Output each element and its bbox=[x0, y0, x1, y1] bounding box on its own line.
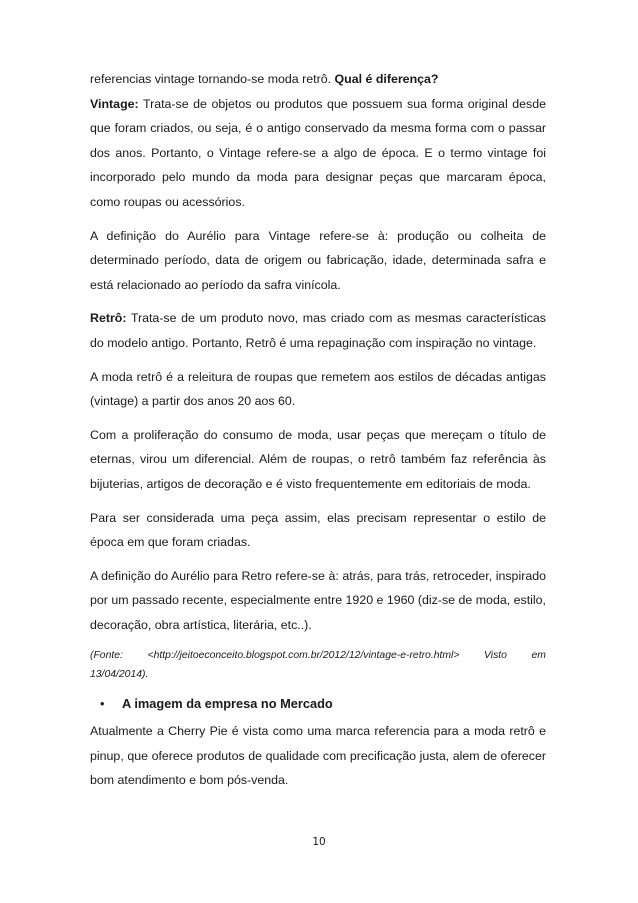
intro-text: referencias vintage tornando-se moda retrô. bbox=[90, 72, 335, 86]
retro-text: Trata-se de um produto novo, mas criado com as mesmas características do modelo antigo. Portanto, Retrô é uma repaginação com inspiração no vintage. bbox=[90, 311, 546, 350]
aurelio-retro-paragraph: A definição do Aurélio para Retro refere-se à: atrás, para trás, retroceder, inspirado por um passado recente, especialmente entre 1920 e 1960 (diz-se de moda, estilo, decoração, obra artística, literária, etc..). bbox=[90, 568, 546, 632]
source-label: (Fonte: bbox=[90, 650, 123, 662]
considerada-paragraph: Para ser considerada uma peça assim, elas precisam representar o estilo de época em que foram criadas. bbox=[90, 510, 546, 550]
aurelio-vintage-paragraph: A definição do Aurélio para Vintage refere-se à: produção ou colheita de determinado período, data de origem ou fabricação, idade, determinada safra e está relacionado ao período da safra vinícola. bbox=[90, 228, 546, 292]
source-line bbox=[90, 646, 546, 665]
retro-paragraph bbox=[90, 306, 546, 355]
vintage-paragraph bbox=[90, 92, 546, 215]
proliferacao-paragraph: Com a proliferação do consumo de moda, usar peças que mereçam o título de eternas, virou um diferencial. Além de roupas, o retrô também faz referência às bijuterias, artigos de decoração e é visto frequentemente em editoriais de moda. bbox=[90, 427, 546, 491]
intro-question: Qual é diferença? bbox=[334, 72, 439, 86]
moda-retro-paragraph: A moda retrô é a releitura de roupas que remetem aos estilos de décadas antigas (vintage) a partir dos anos 20 aos 60. bbox=[90, 369, 546, 409]
retro-term: Retrô: bbox=[90, 311, 127, 326]
section-heading bbox=[90, 692, 546, 717]
vintage-text: Trata-se de objetos ou produtos que possuem sua forma original desde que foram criados, ou seja, é o antigo conservado da mesma forma com o passar dos anos. Portanto, o Vintage refere-se a algo de época. E o termo vintage foi incorporado pelo mundo da moda para designar peças que marcaram época, como roupas ou acessórios. bbox=[90, 96, 546, 209]
vintage-term: Vintage: bbox=[90, 96, 139, 111]
empresa-paragraph: Atualmente a Cherry Pie é vista como uma marca referencia para a moda retrô e pinup, que oferece produtos de qualidade com precificação justa, alem de oferecer bom atendimento e bom pós-venda. bbox=[90, 724, 546, 788]
source-url: <http://jeitoeconceito.blogspot.com.br/2012/12/vintage-e-retro.html> bbox=[147, 650, 460, 662]
bullet-icon: • bbox=[100, 696, 105, 712]
source-em: em bbox=[531, 650, 546, 662]
source-date: 13/04/2014). bbox=[90, 669, 149, 681]
source-visto: Visto bbox=[484, 650, 507, 662]
source-citation bbox=[90, 646, 546, 684]
section-heading-text: A imagem da empresa no Mercado bbox=[122, 696, 333, 712]
page-number: 10 bbox=[312, 836, 326, 848]
page-body bbox=[90, 67, 546, 802]
intro-paragraph bbox=[90, 67, 546, 92]
